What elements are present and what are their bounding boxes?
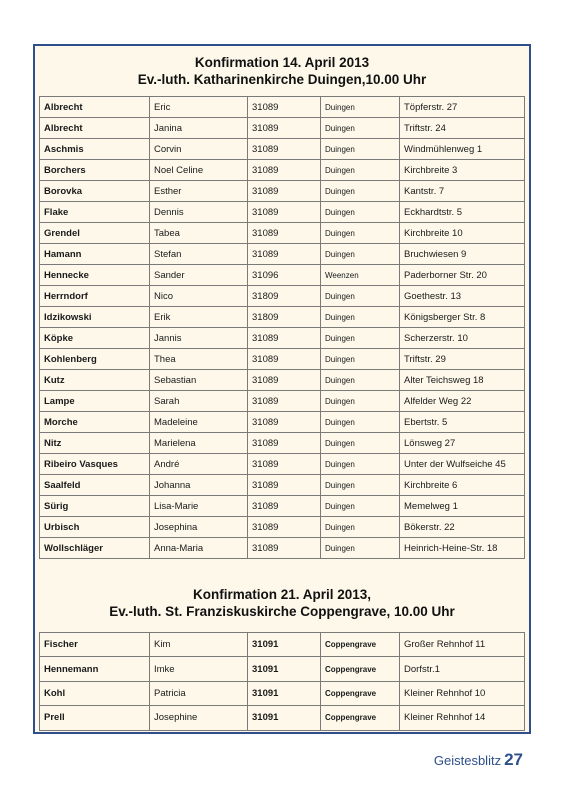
town-cell: Duingen [321, 454, 400, 475]
table-row [40, 181, 525, 202]
street-cell: Königsberger Str. 8 [400, 307, 525, 328]
street-cell: Lönsweg 27 [400, 433, 525, 454]
postal-code-cell: 31089 [248, 97, 321, 118]
table-row [40, 633, 525, 657]
section1-title [35, 54, 529, 88]
section2-table [39, 632, 525, 731]
town-cell: Duingen [321, 97, 400, 118]
table-row [40, 517, 525, 538]
last-name-cell: Lampe [40, 391, 150, 412]
town-cell: Duingen [321, 286, 400, 307]
first-name-cell: Noel Celine [150, 160, 248, 181]
last-name-cell: Wollschläger [40, 538, 150, 559]
table-row [40, 349, 525, 370]
street-cell: Alfelder Weg 22 [400, 391, 525, 412]
table-row [40, 538, 525, 559]
street-cell: Kirchbreite 6 [400, 475, 525, 496]
magazine-name: Geistesblitz [433, 753, 502, 768]
postal-code-cell: 31091 [248, 681, 321, 705]
street-cell: Bökerstr. 22 [400, 517, 525, 538]
postal-code-cell: 31089 [248, 223, 321, 244]
first-name-cell: Sarah [150, 391, 248, 412]
last-name-cell: Fischer [40, 633, 150, 657]
last-name-cell: Urbisch [40, 517, 150, 538]
street-cell: Scherzerstr. 10 [400, 328, 525, 349]
table-row [40, 307, 525, 328]
last-name-cell: Hennecke [40, 265, 150, 286]
town-cell: Coppengrave [321, 657, 400, 681]
first-name-cell: Esther [150, 181, 248, 202]
postal-code-cell: 31089 [248, 160, 321, 181]
last-name-cell: Saalfeld [40, 475, 150, 496]
postal-code-cell: 31089 [248, 433, 321, 454]
last-name-cell: Sürig [40, 496, 150, 517]
postal-code-cell: 31089 [248, 328, 321, 349]
street-cell: Triftstr. 29 [400, 349, 525, 370]
table-row [40, 223, 525, 244]
street-cell: Großer Rehnhof 11 [400, 633, 525, 657]
last-name-cell: Borchers [40, 160, 150, 181]
town-cell: Duingen [321, 538, 400, 559]
first-name-cell: Nico [150, 286, 248, 307]
town-cell: Duingen [321, 160, 400, 181]
last-name-cell: Albrecht [40, 97, 150, 118]
street-cell: Kirchbreite 3 [400, 160, 525, 181]
table-row [40, 454, 525, 475]
street-cell: Ebertstr. 5 [400, 412, 525, 433]
street-cell: Unter der Wulfseiche 45 [400, 454, 525, 475]
section1-table [39, 96, 525, 559]
first-name-cell: Johanna [150, 475, 248, 496]
last-name-cell: Aschmis [40, 139, 150, 160]
last-name-cell: Albrecht [40, 118, 150, 139]
town-cell: Duingen [321, 475, 400, 496]
postal-code-cell: 31089 [248, 202, 321, 223]
first-name-cell: Tabea [150, 223, 248, 244]
first-name-cell: Madeleine [150, 412, 248, 433]
first-name-cell: Sebastian [150, 370, 248, 391]
town-cell: Duingen [321, 349, 400, 370]
last-name-cell: Hennemann [40, 657, 150, 681]
first-name-cell: André [150, 454, 248, 475]
last-name-cell: Ribeiro Vasques [40, 454, 150, 475]
postal-code-cell: 31089 [248, 349, 321, 370]
table-row [40, 118, 525, 139]
town-cell: Duingen [321, 433, 400, 454]
table-row [40, 391, 525, 412]
first-name-cell: Anna-Maria [150, 538, 248, 559]
street-cell: Memelweg 1 [400, 496, 525, 517]
table-row [40, 412, 525, 433]
postal-code-cell: 31089 [248, 391, 321, 412]
table-row [40, 160, 525, 181]
postal-code-cell: 31089 [248, 538, 321, 559]
street-cell: Bruchwiesen 9 [400, 244, 525, 265]
street-cell: Triftstr. 24 [400, 118, 525, 139]
last-name-cell: Morche [40, 412, 150, 433]
town-cell: Duingen [321, 118, 400, 139]
street-cell: Windmühlenweg 1 [400, 139, 525, 160]
street-cell: Kleiner Rehnhof 10 [400, 681, 525, 705]
first-name-cell: Dennis [150, 202, 248, 223]
postal-code-cell: 31089 [248, 475, 321, 496]
table-row [40, 706, 525, 730]
town-cell: Duingen [321, 223, 400, 244]
street-cell: Kleiner Rehnhof 14 [400, 706, 525, 730]
street-cell: Heinrich-Heine-Str. 18 [400, 538, 525, 559]
town-cell: Duingen [321, 202, 400, 223]
street-cell: Paderborner Str. 20 [400, 265, 525, 286]
table-row [40, 97, 525, 118]
table-row [40, 244, 525, 265]
postal-code-cell: 31089 [248, 118, 321, 139]
section2-title [35, 586, 529, 620]
street-cell: Töpferstr. 27 [400, 97, 525, 118]
town-cell: Duingen [321, 412, 400, 433]
postal-code-cell: 31089 [248, 412, 321, 433]
table-row [40, 286, 525, 307]
postal-code-cell: 31809 [248, 286, 321, 307]
table-row [40, 370, 525, 391]
town-cell: Duingen [321, 181, 400, 202]
first-name-cell: Thea [150, 349, 248, 370]
last-name-cell: Kohlenberg [40, 349, 150, 370]
first-name-cell: Kim [150, 633, 248, 657]
last-name-cell: Kohl [40, 681, 150, 705]
postal-code-cell: 31089 [248, 517, 321, 538]
section2-title-line2: Ev.-luth. St. Franziskuskirche Coppengrave, 10.00 Uhr [109, 604, 455, 619]
table-row [40, 657, 525, 681]
town-cell: Duingen [321, 517, 400, 538]
section1-title-line1: Konfirmation 14. April 2013 [194, 55, 370, 70]
confirmation-list-box [33, 44, 531, 734]
postal-code-cell: 31809 [248, 307, 321, 328]
last-name-cell: Idzikowski [40, 307, 150, 328]
last-name-cell: Grendel [40, 223, 150, 244]
town-cell: Coppengrave [321, 706, 400, 730]
postal-code-cell: 31089 [248, 370, 321, 391]
first-name-cell: Josephine [150, 706, 248, 730]
postal-code-cell: 31089 [248, 139, 321, 160]
street-cell: Goethestr. 13 [400, 286, 525, 307]
last-name-cell: Hamann [40, 244, 150, 265]
table-row [40, 265, 525, 286]
last-name-cell: Prell [40, 706, 150, 730]
last-name-cell: Flake [40, 202, 150, 223]
postal-code-cell: 31091 [248, 706, 321, 730]
last-name-cell: Kutz [40, 370, 150, 391]
table-row [40, 475, 525, 496]
last-name-cell: Köpke [40, 328, 150, 349]
table-row [40, 433, 525, 454]
first-name-cell: Eric [150, 97, 248, 118]
section2-title-line1: Konfirmation 21. April 2013, [192, 587, 372, 602]
table-row [40, 139, 525, 160]
postal-code-cell: 31089 [248, 181, 321, 202]
postal-code-cell: 31089 [248, 454, 321, 475]
first-name-cell: Imke [150, 657, 248, 681]
town-cell: Duingen [321, 307, 400, 328]
street-cell: Eckhardtstr. 5 [400, 202, 525, 223]
postal-code-cell: 31091 [248, 633, 321, 657]
town-cell: Weenzen [321, 265, 400, 286]
table-row [40, 496, 525, 517]
postal-code-cell: 31091 [248, 657, 321, 681]
page-footer [434, 750, 523, 770]
first-name-cell: Janina [150, 118, 248, 139]
first-name-cell: Lisa-Marie [150, 496, 248, 517]
table-row [40, 681, 525, 705]
postal-code-cell: 31089 [248, 496, 321, 517]
first-name-cell: Josephina [150, 517, 248, 538]
first-name-cell: Sander [150, 265, 248, 286]
town-cell: Duingen [321, 370, 400, 391]
first-name-cell: Patricia [150, 681, 248, 705]
last-name-cell: Borovka [40, 181, 150, 202]
town-cell: Duingen [321, 328, 400, 349]
first-name-cell: Jannis [150, 328, 248, 349]
table-row [40, 328, 525, 349]
first-name-cell: Corvin [150, 139, 248, 160]
first-name-cell: Erik [150, 307, 248, 328]
street-cell: Kantstr. 7 [400, 181, 525, 202]
section1-title-line2: Ev.-luth. Katharinenkirche Duingen,10.00 Uhr [137, 72, 427, 87]
street-cell: Dorfstr.1 [400, 657, 525, 681]
town-cell: Duingen [321, 244, 400, 265]
postal-code-cell: 31089 [248, 244, 321, 265]
town-cell: Duingen [321, 139, 400, 160]
postal-code-cell: 31096 [248, 265, 321, 286]
town-cell: Duingen [321, 496, 400, 517]
first-name-cell: Marielena [150, 433, 248, 454]
page-number: 27 [504, 750, 523, 769]
street-cell: Alter Teichsweg 18 [400, 370, 525, 391]
first-name-cell: Stefan [150, 244, 248, 265]
town-cell: Duingen [321, 391, 400, 412]
town-cell: Coppengrave [321, 681, 400, 705]
town-cell: Coppengrave [321, 633, 400, 657]
last-name-cell: Nitz [40, 433, 150, 454]
last-name-cell: Herrndorf [40, 286, 150, 307]
table-row [40, 202, 525, 223]
street-cell: Kirchbreite 10 [400, 223, 525, 244]
